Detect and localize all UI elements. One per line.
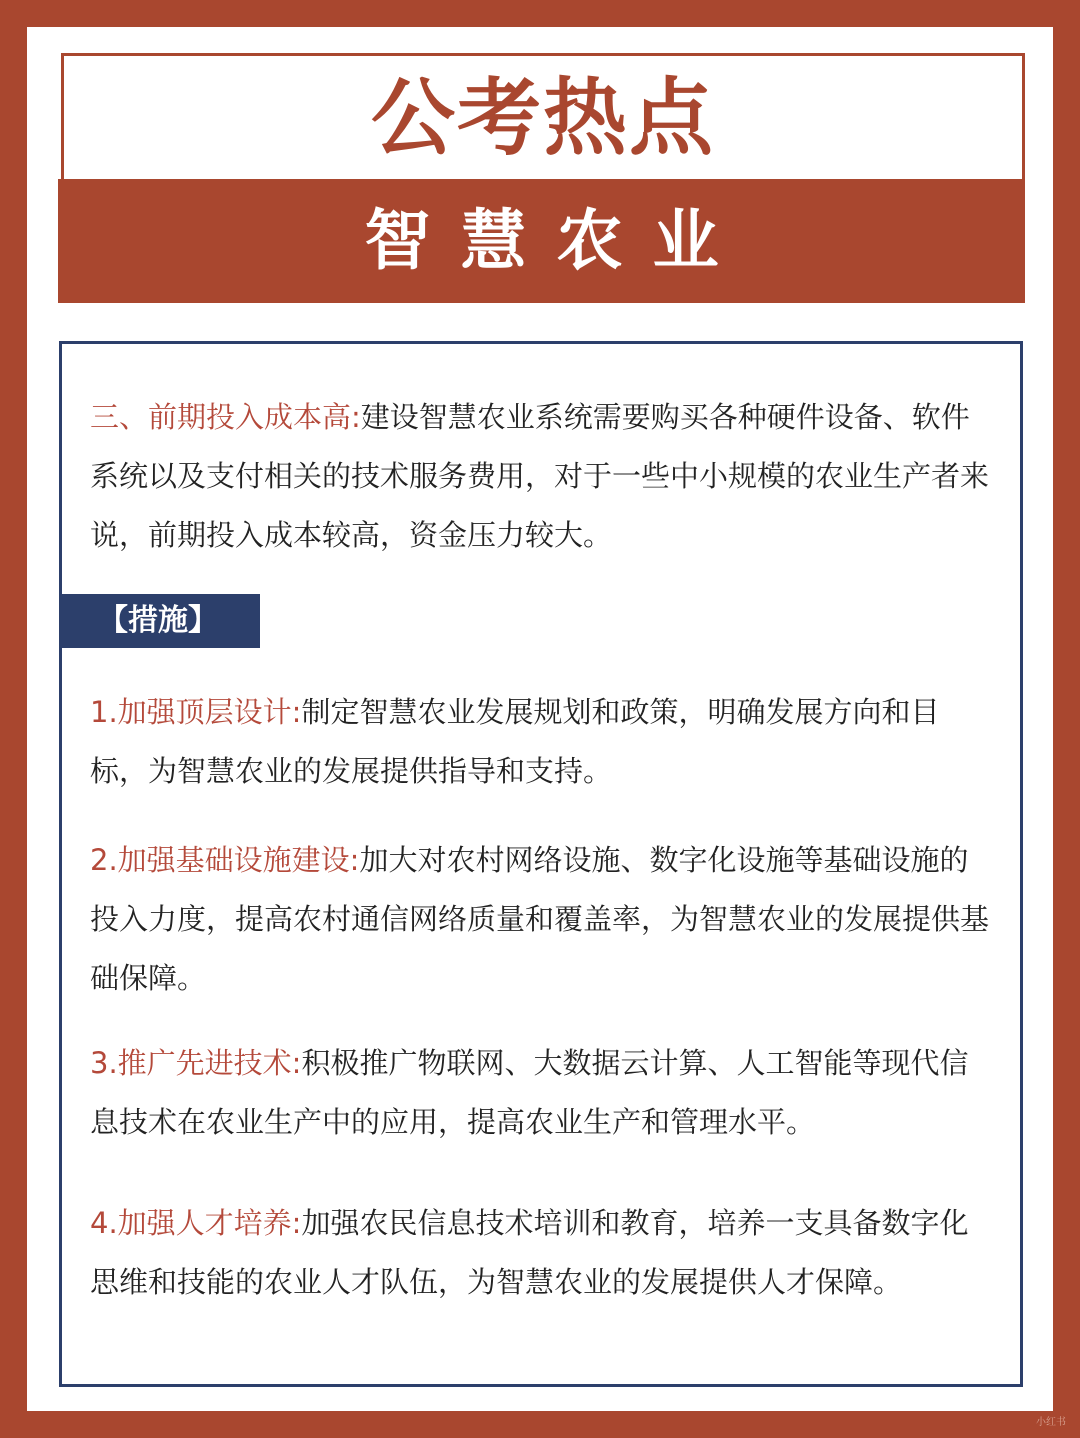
page (27, 27, 1053, 1411)
measure-item (90, 1194, 996, 1312)
measure-key: 2.加强基础设施建设: (90, 843, 360, 877)
intro-paragraph (90, 388, 996, 565)
measure-text: 积极推广物联网、大数据云计算、人工智能等现代信息技术在农业生产中的应用，提高农业生产和管理水平。 (90, 1046, 969, 1139)
measure-key: 3.推广先进技术: (90, 1046, 302, 1080)
page-title: 公考热点 (370, 69, 715, 167)
measure-key: 1.加强顶层设计: (90, 695, 302, 729)
measure-key: 4.加强人才培养: (90, 1206, 302, 1240)
page-subtitle: 智慧农业 (364, 202, 749, 279)
content-box (59, 341, 1023, 1387)
intro-text: 建设智慧农业系统需要购买各种硬件设备、软件系统以及支付相关的技术服务费用，对于一些中小规模的农业生产者来说，前期投入成本较高，资金压力较大。 (90, 400, 990, 552)
watermark: 小红书 (1036, 1417, 1066, 1428)
measure-item (90, 831, 996, 1008)
subtitle-band (58, 179, 1025, 303)
measure-item (90, 1034, 996, 1152)
measure-text: 制定智慧农业发展规划和政策，明确发展方向和目标，为智慧农业的发展提供指导和支持。 (90, 695, 940, 788)
measure-item (90, 683, 996, 801)
intro-key: 三、前期投入成本高: (90, 400, 361, 434)
title-box (61, 53, 1025, 180)
measure-text: 加强农民信息技术培训和教育，培养一支具备数字化思维和技能的农业人才队伍，为智慧农业的发展提供人才保障。 (90, 1206, 969, 1299)
measures-label: 【措施】 (62, 594, 260, 648)
measure-text: 加大对农村网络设施、数字化设施等基础设施的投入力度，提高农村通信网络质量和覆盖率，为智慧农业的发展提供基础保障。 (90, 843, 990, 995)
